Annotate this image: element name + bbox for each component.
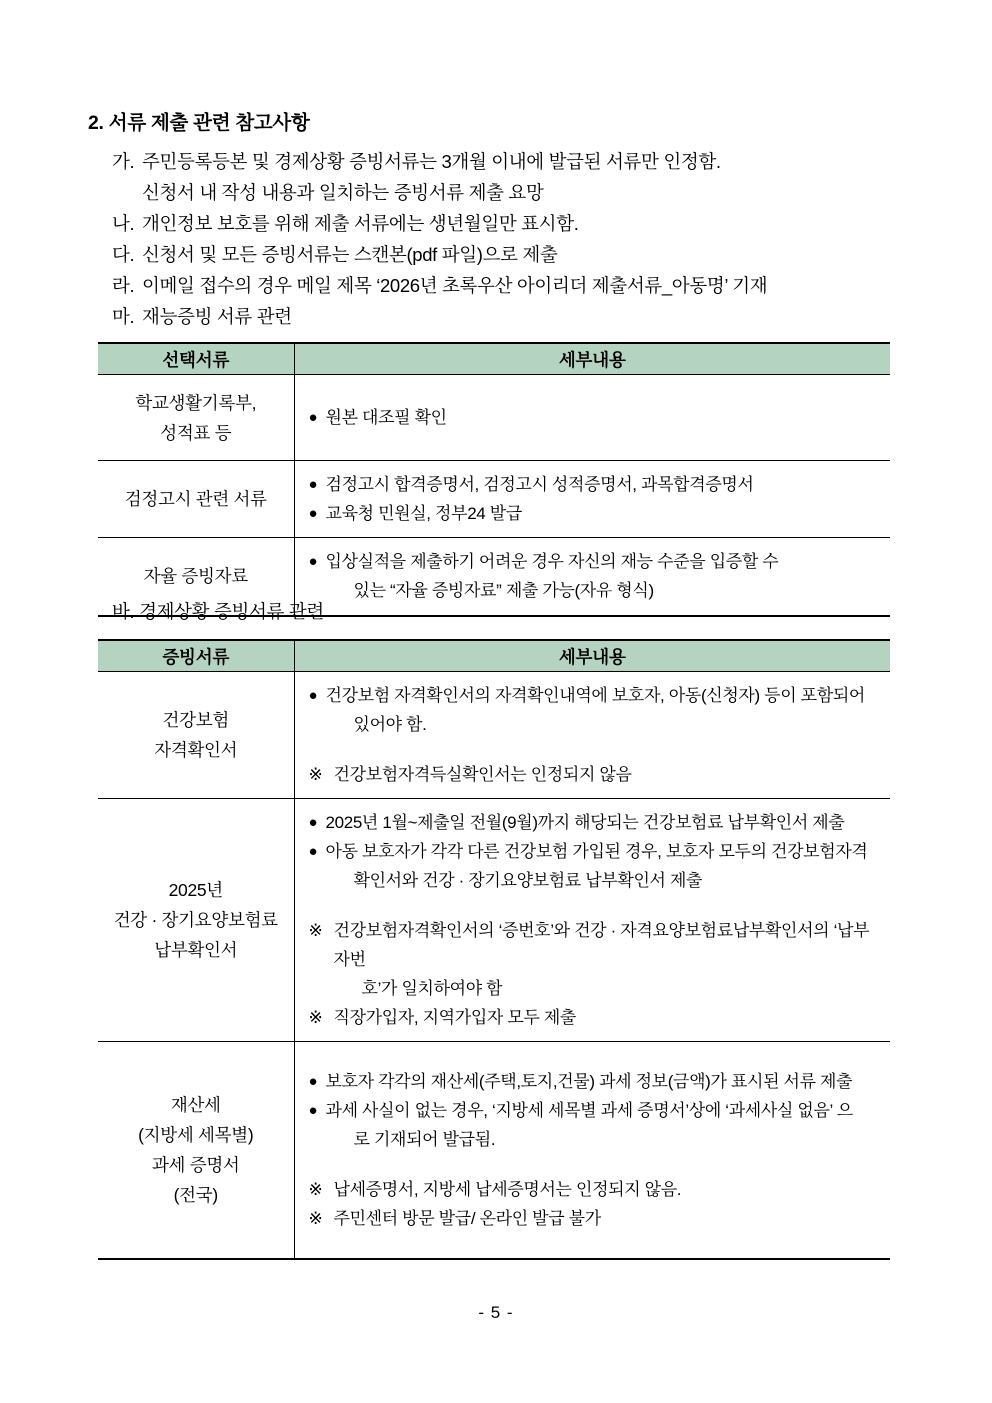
column-header-proof-document: 증빙서류 xyxy=(98,640,294,672)
talent-documents-table xyxy=(98,342,890,617)
detail-text-line: 로 기재되어 발급됨. xyxy=(353,1129,496,1149)
detail-bullet-item xyxy=(309,1096,881,1154)
page-number: - 5 - xyxy=(478,1303,514,1322)
table-header-row xyxy=(98,343,890,375)
detail-text-line: 납세증명서, 지방세 납세증명서는 인정되지 않음. xyxy=(333,1179,682,1199)
economic-documents-table xyxy=(98,639,890,1260)
list-item xyxy=(112,208,912,239)
detail-text-line: 있는 “자율 증빙자료” 제출 가능(자유 형식) xyxy=(353,581,654,601)
reference-mark-icon: ※ xyxy=(308,921,323,940)
table-row xyxy=(98,672,890,799)
detail-bullet-item xyxy=(309,547,881,605)
detail-note-item xyxy=(309,1175,881,1204)
list-item-marker: 마. xyxy=(112,306,135,327)
bullet-dot-icon: ● xyxy=(308,843,318,860)
detail-note-text xyxy=(334,1175,881,1204)
list-item xyxy=(112,239,912,270)
detail-bullet-text xyxy=(326,1096,881,1154)
detail-bullet-item xyxy=(309,837,881,895)
row-label-cell xyxy=(98,672,294,799)
bullet-dot-icon: ● xyxy=(308,687,318,704)
table-row xyxy=(98,461,890,538)
column-header-details: 세부내용 xyxy=(294,640,890,672)
detail-note-text xyxy=(334,1204,881,1233)
reference-mark-icon: ※ xyxy=(308,1208,323,1228)
list-item-marker: 다. xyxy=(112,244,135,265)
bullet-dot-icon: ● xyxy=(308,814,318,831)
row-detail-cell xyxy=(294,375,890,461)
row-label-line: 자율 증빙자료 xyxy=(143,566,248,587)
bullet-dot-icon: ● xyxy=(308,409,318,426)
column-header-details: 세부내용 xyxy=(294,343,890,375)
row-label-line: 2025년 xyxy=(168,880,223,900)
detail-note-text xyxy=(334,760,881,789)
detail-text-line: 보호자 각각의 재산세(주택,토지,건물) 과세 정보(금액)가 표시된 서류 제출 xyxy=(325,1071,853,1091)
detail-text-line: 건강보험자격확인서의 ‘증번호’와 건강 · 자격요양보험료납부확인서의 ‘납부자번 xyxy=(333,921,870,969)
bullet-dot-icon: ● xyxy=(308,1072,318,1090)
detail-text-line: 2025년 1월~제출일 전월(9월)까지 해당되는 건강보험료 납부확인서 제출 xyxy=(325,813,845,832)
bullet-dot-icon: ● xyxy=(308,505,318,522)
row-detail-cell xyxy=(294,538,890,616)
row-label-line: 자격확인서 xyxy=(154,740,238,760)
detail-bullet-text xyxy=(326,808,881,837)
table-header-row xyxy=(98,640,890,672)
row-label-line: 학교생활기록부, xyxy=(135,392,257,413)
detail-note-item xyxy=(309,916,881,1003)
detail-text-line: 과세 사실이 없는 경우, ‘지방세 세목별 과세 증명서’상에 ‘과세사실 없음’ 으 xyxy=(325,1100,853,1120)
reference-mark-icon: ※ xyxy=(308,1179,323,1199)
detail-note-text xyxy=(334,916,881,1003)
row-label-line: (지방세 세목별) xyxy=(138,1124,254,1145)
list-item-label: 이메일 접수의 경우 메일 제목 ‘2026년 초록우산 아이리더 제출서류_아동명’ 기재 xyxy=(142,275,768,296)
detail-text-line: 아동 보호자가 각각 다른 건강보험 가입된 경우, 보호자 모두의 건강보험자격 xyxy=(325,842,868,861)
list-item xyxy=(112,270,912,301)
row-label-line: 재산세 xyxy=(170,1094,221,1115)
column-header-select-document: 선택서류 xyxy=(98,343,294,375)
row-label-line: 건강보험 xyxy=(162,710,229,730)
list-item-marker: 라. xyxy=(112,275,135,296)
reference-mark-icon: ※ xyxy=(308,1008,323,1027)
detail-note-item xyxy=(309,1204,881,1233)
row-label-cell xyxy=(98,375,294,461)
row-detail-cell xyxy=(294,1042,890,1259)
bullet-dot-icon: ● xyxy=(308,553,318,571)
detail-note-text xyxy=(334,1003,881,1032)
row-label-line: (전국) xyxy=(173,1184,218,1205)
detail-bullet-text xyxy=(326,681,881,739)
detail-text-line: 검정고시 합격증명서, 검정고시 성적증명서, 과목합격증명서 xyxy=(325,475,754,494)
detail-spacer xyxy=(309,1154,881,1175)
detail-text-line: 직장가입자, 지역가입자 모두 제출 xyxy=(333,1008,577,1027)
detail-note-item xyxy=(309,760,881,789)
list-item-marker: 가. xyxy=(112,151,135,172)
detail-text-line: 건강보험자격득실확인서는 인정되지 않음 xyxy=(333,765,632,784)
list-item-label: 신청서 및 모든 증빙서류는 스캔본(pdf 파일)으로 제출 xyxy=(142,244,558,265)
detail-spacer xyxy=(309,739,881,760)
economic-table-body xyxy=(98,672,890,1259)
row-detail-cell xyxy=(294,799,890,1042)
notes-list xyxy=(112,146,912,332)
detail-text-line: 확인서와 건강 · 장기요양보험료 납부확인서 제출 xyxy=(353,871,703,890)
detail-bullet-text xyxy=(326,547,881,605)
table-row xyxy=(98,375,890,461)
detail-bullet-item xyxy=(309,681,881,739)
reference-mark-icon: ※ xyxy=(308,765,323,784)
detail-note-item xyxy=(309,1003,881,1032)
detail-bullet-item xyxy=(309,499,881,528)
detail-text-line: 호’가 일치하여야 함 xyxy=(361,979,503,998)
detail-bullet-text xyxy=(326,499,881,528)
row-label-line: 건강 · 장기요양보험료 xyxy=(113,910,278,930)
list-item-label: 재능증빙 서류 관련 xyxy=(142,306,292,327)
row-label-line: 납부확인서 xyxy=(154,940,238,960)
list-item xyxy=(112,301,912,332)
bullet-dot-icon: ● xyxy=(308,1101,318,1119)
row-detail-cell xyxy=(294,672,890,799)
detail-bullet-item xyxy=(309,1067,881,1096)
row-label-line: 성적표 등 xyxy=(160,422,232,443)
sub-heading-economic: 바. 경제상황 증빙서류 관련 xyxy=(112,601,324,622)
detail-bullet-text xyxy=(326,1067,881,1096)
detail-bullet-item xyxy=(309,470,881,499)
list-item-label: 개인정보 보호를 위해 제출 서류에는 생년월일만 표시함. xyxy=(142,213,579,234)
list-item xyxy=(112,146,912,177)
list-item-marker: 나. xyxy=(112,213,135,234)
table-row xyxy=(98,799,890,1042)
row-label-line: 검정고시 관련 서류 xyxy=(124,489,267,509)
row-detail-cell xyxy=(294,461,890,538)
detail-text-line: 주민센터 방문 발급/ 온라인 발급 불가 xyxy=(333,1208,601,1228)
row-label-cell xyxy=(98,461,294,538)
detail-bullet-item xyxy=(309,403,881,432)
page-title: 2. 서류 제출 관련 참고사항 xyxy=(88,112,310,134)
list-item-label: 주민등록등본 및 경제상황 증빙서류는 3개월 이내에 발급된 서류만 인정함. xyxy=(142,151,721,172)
detail-text-line: 원본 대조필 확인 xyxy=(325,408,447,427)
detail-text-line: 있어야 함. xyxy=(353,715,427,734)
detail-bullet-text xyxy=(326,470,881,499)
list-item-subline: 신청서 내 작성 내용과 일치하는 증빙서류 제출 요망 xyxy=(142,182,544,203)
talent-table-body xyxy=(98,375,890,616)
detail-text-line: 입상실적을 제출하기 어려운 경우 자신의 재능 수준을 입증할 수 xyxy=(325,552,779,572)
row-label-cell xyxy=(98,1042,294,1259)
detail-bullet-text xyxy=(326,837,881,895)
detail-text-line: 교육청 민원실, 정부24 발급 xyxy=(325,504,522,523)
table-row xyxy=(98,1042,890,1259)
row-label-line: 과세 증명서 xyxy=(151,1154,240,1175)
bullet-dot-icon: ● xyxy=(308,476,318,493)
row-label-cell xyxy=(98,799,294,1042)
detail-spacer xyxy=(309,895,881,916)
detail-bullet-text xyxy=(326,403,881,432)
detail-text-line: 건강보험 자격확인서의 자격확인내역에 보호자, 아동(신청자) 등이 포함되어 xyxy=(325,686,865,705)
detail-bullet-item xyxy=(309,808,881,837)
